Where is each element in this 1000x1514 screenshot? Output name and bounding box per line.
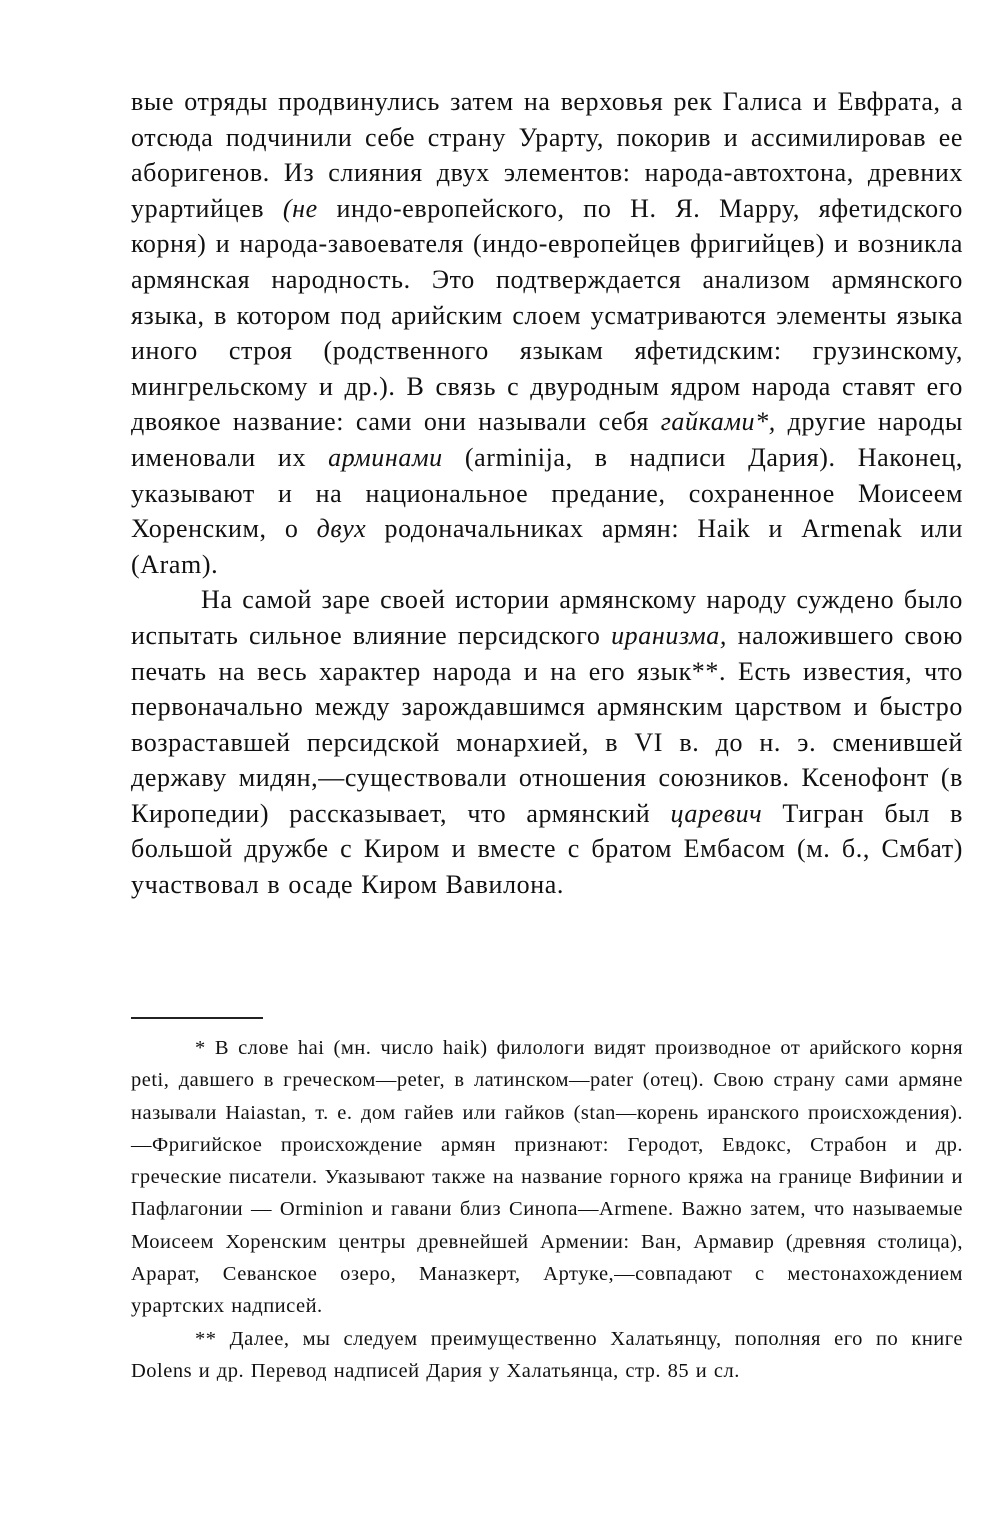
footnote-divider [131, 1017, 263, 1019]
italic-run: иранизма, [611, 620, 727, 650]
footnote-2: ** Далее, мы следуем преимущественно Халатьянцу, пополняя его по книге Dolens и др. Перевод надписей Дария у Халатьянца, стр. 85 и сл. [131, 1327, 963, 1382]
italic-run: двух [316, 514, 367, 544]
main-text [131, 84, 963, 903]
paragraph-2 [131, 582, 963, 902]
italic-run: гайками*, [660, 407, 776, 437]
text-run: наложившего свою печать на весь характер народа и на его язык**. Есть известия, что первоначально между зарождавшимся армянским царством и быстро возраставшей персидской монархией, в VI в. до н. э. сменившей державу мидян,—существовали отношения союзников. Ксенофонт (в Киропедии) рассказывает, что армянский [131, 620, 963, 828]
italic-run: царевич [670, 798, 763, 828]
paragraph-1 [131, 84, 963, 582]
text-run: Тигран был в большой дружбе с Киром и вместе с братом Ембасом (м. б., Смбат) участвовал в осаде Киром Вавилона. [131, 798, 964, 900]
footnote-1: * В слове hai (мн. число haik) филологи видят производное от арийского корня peti, давшего в греческом—peter, в латинском—pater (отец). Свою страну сами армяне называли Haiastan, т. е. дом гайев или гайков (stan—корень иранского происхождения).—Фригийское происхождение армян признают: Геродот, Евдокс, Страбон и др. греческие писатели. Указывают также на название горного кряжа на границе Вифинии и Пафлагонии — Orminion и гавани близ Синопа—Armene. Важно затем, что называемые Моисеем Хоренским центры древнейшей Армении: Ван, Армавир (древняя столица), Арарат, Севанское озеро, Маназкерт, Артуке,—совпадают с местонахождением урартских надписей. [131, 1037, 963, 1318]
text-run: вые отряды продвинулись затем на верховья рек Галиса и Евфрата, а отсюда подчинили себе страну Урарту, покорив и ассимилировав ее аборигенов. Из слияния двух элементов: народа-автохтона, древних урартийцев [131, 87, 963, 223]
text-run: другие народы именовали их [131, 407, 963, 472]
text-run: индо-европейского, по Н. Я. Марру, яфетидского корня) и народа-завоевателя (индо-европейцев фригийцев) и возникла армянская народность. Это подтверждается анализом армянского языка, в котором под арийским слоем усматриваются элементы языка иного строя (родственного языкам яфетидским: грузинскому, мингрельскому и др.). В связь с двуродным ядром народа ставят его двоякое название: сами они называли себя [131, 193, 964, 437]
text-run: родоначальниках армян: Haik и Armenak или (Aram). [131, 514, 963, 579]
italic-run: (не [282, 193, 318, 223]
footnotes [131, 1032, 963, 1387]
text-run: (arminija, в надписи Дария). Наконец, указывают и на национальное предание, сохраненное Моисеем Хоренским, о [131, 442, 963, 544]
italic-run: арминами [328, 442, 443, 472]
text-run: На самой заре своей истории армянскому народу суждено было испытать сильное влияние персидского [131, 585, 963, 650]
